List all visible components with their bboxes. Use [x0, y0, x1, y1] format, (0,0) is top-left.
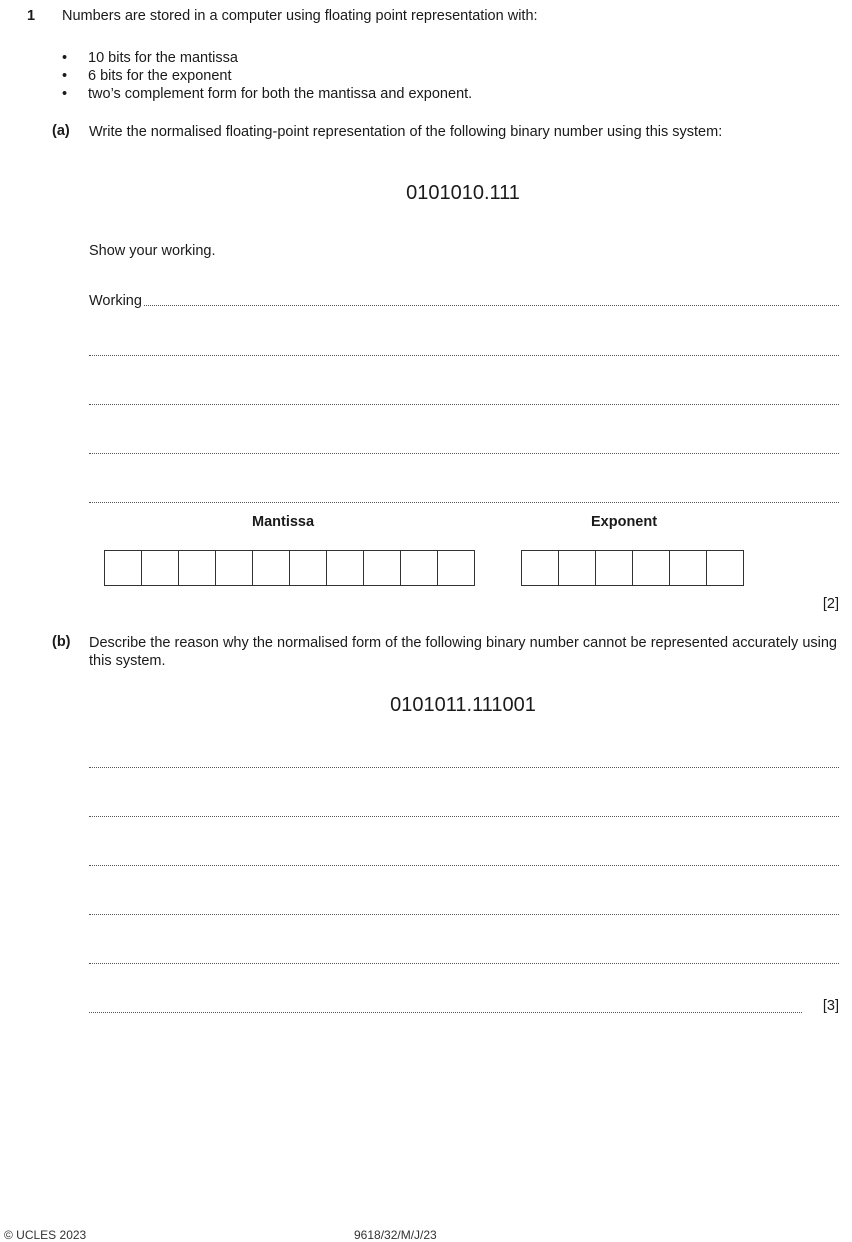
bullet-text: 6 bits for the exponent: [88, 68, 232, 84]
part-a-text: Write the normalised floating-point representation of the following binary number using this system:: [89, 124, 723, 140]
exponent-bit-box[interactable]: [706, 550, 744, 586]
mantissa-bit-box[interactable]: [363, 550, 401, 586]
exponent-bit-box[interactable]: [669, 550, 707, 586]
mantissa-bit-box[interactable]: [215, 550, 253, 586]
footer-copyright: © UCLES 2023: [4, 1228, 87, 1242]
bullet-icon: •: [62, 68, 68, 84]
bullet-icon: •: [62, 86, 68, 102]
exponent-label: Exponent: [591, 514, 658, 530]
part-a-label: (a): [52, 123, 70, 139]
bullet-text: two’s complement form for both the mantissa and exponent.: [88, 86, 473, 102]
part-a-binary: 0101010.111: [406, 182, 520, 204]
mantissa-bit-box[interactable]: [289, 550, 327, 586]
answer-line[interactable]: [89, 853, 839, 869]
answer-line[interactable]: [89, 755, 839, 771]
bullet-text: 10 bits for the mantissa: [88, 50, 238, 66]
mantissa-bit-box[interactable]: [178, 550, 216, 586]
answer-line[interactable]: [89, 441, 839, 457]
question-intro: Numbers are stored in a computer using floating point representation with:: [62, 8, 538, 24]
mantissa-bit-box[interactable]: [400, 550, 438, 586]
answer-line[interactable]: [89, 1000, 802, 1016]
part-b-marks: [3]: [822, 998, 839, 1014]
bullet-icon: •: [62, 50, 68, 66]
part-b-text: Describe the reason why the normalised form of the following binary number cannot be represented accurately using this system.: [89, 635, 837, 669]
answer-line[interactable]: [89, 343, 839, 359]
answer-line[interactable]: [89, 951, 839, 967]
working-label: Working: [89, 293, 142, 309]
exponent-bit-box[interactable]: [521, 550, 559, 586]
mantissa-label: Mantissa: [252, 514, 315, 530]
question-number: 1: [27, 8, 36, 24]
answer-line[interactable]: [89, 392, 839, 408]
part-a-marks: [2]: [822, 596, 839, 612]
answer-line[interactable]: [89, 804, 839, 820]
mantissa-bit-box[interactable]: [104, 550, 142, 586]
part-b-label: (b): [52, 634, 71, 650]
exponent-bit-box[interactable]: [558, 550, 596, 586]
part-b-binary: 0101011.111001: [390, 694, 536, 716]
mantissa-bit-box[interactable]: [252, 550, 290, 586]
footer-code: 9618/32/M/J/23: [354, 1228, 437, 1242]
exponent-bit-box[interactable]: [595, 550, 633, 586]
working-line[interactable]: [89, 293, 839, 309]
exponent-bit-box[interactable]: [632, 550, 670, 586]
answer-line[interactable]: [89, 490, 839, 506]
mantissa-bit-box[interactable]: [141, 550, 179, 586]
part-a-instruction: Show your working.: [89, 243, 216, 259]
mantissa-bit-box[interactable]: [437, 550, 475, 586]
answer-line[interactable]: [89, 902, 839, 918]
mantissa-boxes: [104, 550, 475, 586]
exponent-boxes: [521, 550, 744, 586]
mantissa-bit-box[interactable]: [326, 550, 364, 586]
